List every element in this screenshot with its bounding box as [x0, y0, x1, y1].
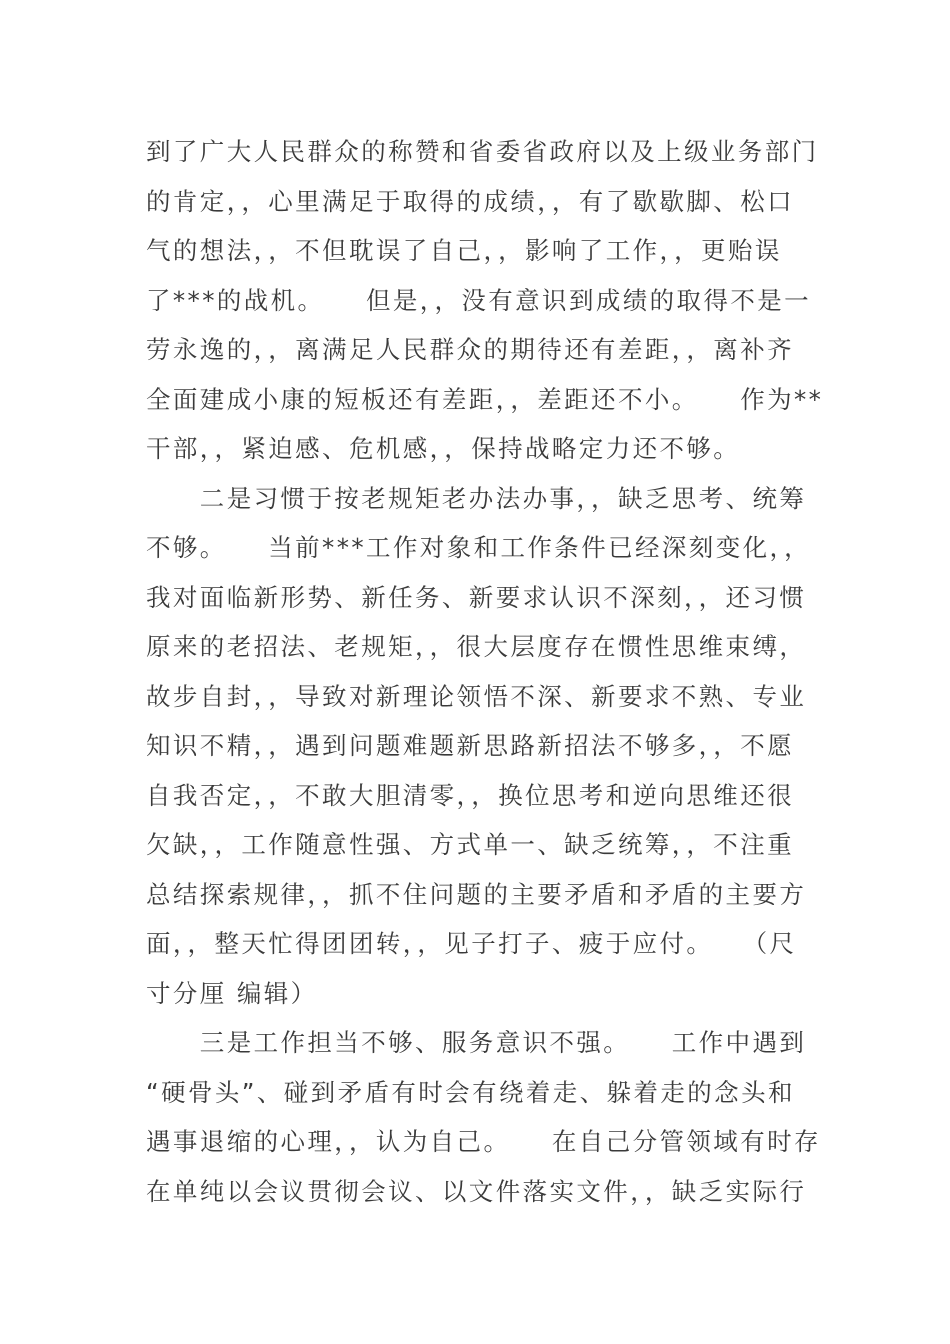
text-line: 原来的老招法、老规矩，，很大层度存在惯性思维束缚， [146, 632, 807, 661]
text-line: 了***的战机。 但是，，没有意识到成绩的取得不是一 [146, 285, 812, 315]
text-line: 面，，整天忙得团团转，，见子打子、疲于应付。 （尺 [146, 929, 797, 958]
text-line: 知识不精，，遇到问题难题新思路新招法不够多，，不愿 [146, 731, 794, 760]
text-line: 欠缺，，工作随意性强、方式单一、缺乏统筹，，不注重 [146, 830, 794, 859]
text-line: 干部，，紧迫感、危机感，，保持战略定力还不够。 [146, 434, 741, 463]
text-line: 我对面临新形势、新任务、新要求认识不深刻，，还习惯 [146, 582, 807, 612]
text-line: 三是工作担当不够、服务意识不强。 工作中遇到 [146, 1028, 807, 1057]
text-line: 全面建成小康的短板还有差距，，差距还不小。 作为** [146, 384, 824, 414]
text-line: 不够。 当前***工作对象和工作条件已经深刻变化，， [146, 533, 812, 562]
text-line: 寸分厘 编辑） [146, 978, 318, 1008]
text-line: 气的想法，，不但耽误了自己，，影响了工作，，更贻误 [146, 236, 782, 265]
text-line: 到了广大人民群众的称赞和省委省政府以及上级业务部门 [146, 137, 819, 166]
text-line: 二是习惯于按老规矩老办法办事，，缺乏思考、统筹 [146, 483, 807, 513]
text-line: 劳永逸的，，离满足人民群众的期待还有差距，，离补齐 [146, 335, 794, 364]
body-text [146, 127, 824, 1216]
text-line: “硬骨头”、碰到矛盾有时会有绕着走、躲着走的念头和 [146, 1077, 795, 1107]
text-line: 自我否定，，不敢大胆清零，，换位思考和逆向思维还很 [146, 780, 794, 810]
text-line: 在单纯以会议贯彻会议、以文件落实文件，，缺乏实际行 [146, 1176, 807, 1206]
text-line: 遇事退缩的心理，，认为自己。 在自己分管领域有时存 [146, 1127, 821, 1156]
text-line: 的肯定，，心里满足于取得的成绩，，有了歇歇脚、松口 [146, 186, 794, 216]
text-line: 故步自封，，导致对新理论领悟不深、新要求不熟、专业 [146, 681, 807, 711]
text-line: 总结探索规律，，抓不住问题的主要矛盾和矛盾的主要方 [146, 879, 807, 909]
